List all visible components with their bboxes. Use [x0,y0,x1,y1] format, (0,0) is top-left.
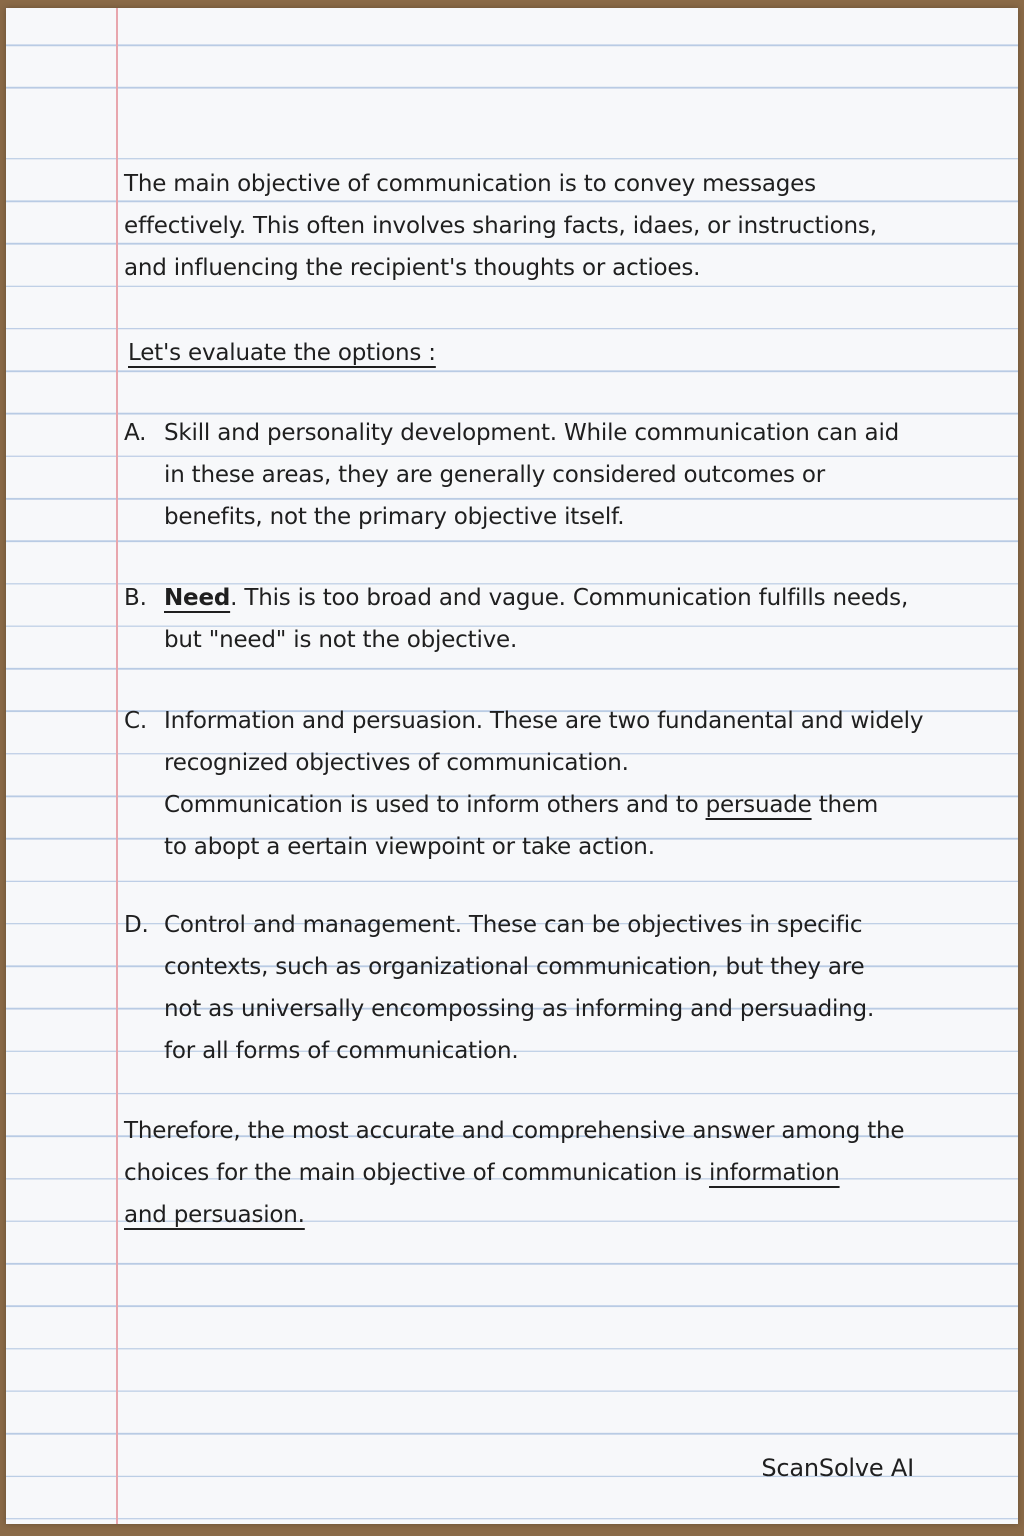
option-letter: D. [124,912,149,938]
evaluate-heading [128,332,436,374]
option-text: Information and persuasion. These are two fundanental and widely [164,708,924,734]
option-c [124,700,923,868]
option-letter: A. [124,420,147,446]
option-text: them [811,792,879,818]
option-letter: C. [124,708,147,734]
intro-line: The main objective of communication is to convey messages [124,171,816,197]
option-c-line [124,784,923,826]
evaluate-heading-text: Let's evaluate the options : [128,340,436,366]
margin-line [116,8,118,1524]
intro-paragraph [124,163,877,289]
conclusion-line [124,1194,904,1236]
notebook-paper [6,8,1018,1524]
option-text: Control and management. These can be objectives in specific [164,912,863,938]
option-b-line: but "need" is not the objective. [164,627,518,653]
option-a-line: benefits, not the primary objective itself. [164,504,625,530]
option-c-line [124,700,923,742]
conclusion-line [124,1152,904,1194]
option-b-keyword: Need [164,585,231,611]
option-text: Communication is used to inform others and to [164,792,706,818]
conclusion-line: Therefore, the most accurate and comprehensive answer among the [124,1118,905,1144]
option-letter: B. [124,585,147,611]
option-b-line [124,577,908,619]
option-c-line: to abopt a eertain viewpoint or take action. [164,834,655,860]
option-c-line: recognized objectives of communication. [164,750,629,776]
option-a-line: in these areas, they are generally considered outcomes or [164,462,826,488]
answer-underlined: and persuasion. [124,1202,305,1228]
option-text: . This is too broad and vague. Communication fulfills needs, [230,585,909,611]
option-a [124,412,899,538]
answer-underlined: information [709,1160,840,1186]
signature-watermark: ScanSolve AI [761,1454,914,1482]
option-d-line: for all forms of communication. [164,1038,519,1064]
conclusion-paragraph [124,1110,904,1236]
option-d-line [124,904,874,946]
intro-line: and influencing the recipient's thoughts or actioes. [124,255,701,281]
option-d-line: contexts, such as organizational communication, but they are [164,954,865,980]
option-d [124,904,874,1072]
option-a-line [124,412,899,454]
option-text: Skill and personality development. While communication can aid [164,420,900,446]
option-b [124,577,908,661]
intro-line: effectively. This often involves sharing facts, idaes, or instructions, [124,213,877,239]
underlined-persuade: persuade [705,792,812,818]
option-d-line: not as universally encompossing as informing and persuading. [164,996,875,1022]
conclusion-text: choices for the main objective of communication is [124,1160,710,1186]
